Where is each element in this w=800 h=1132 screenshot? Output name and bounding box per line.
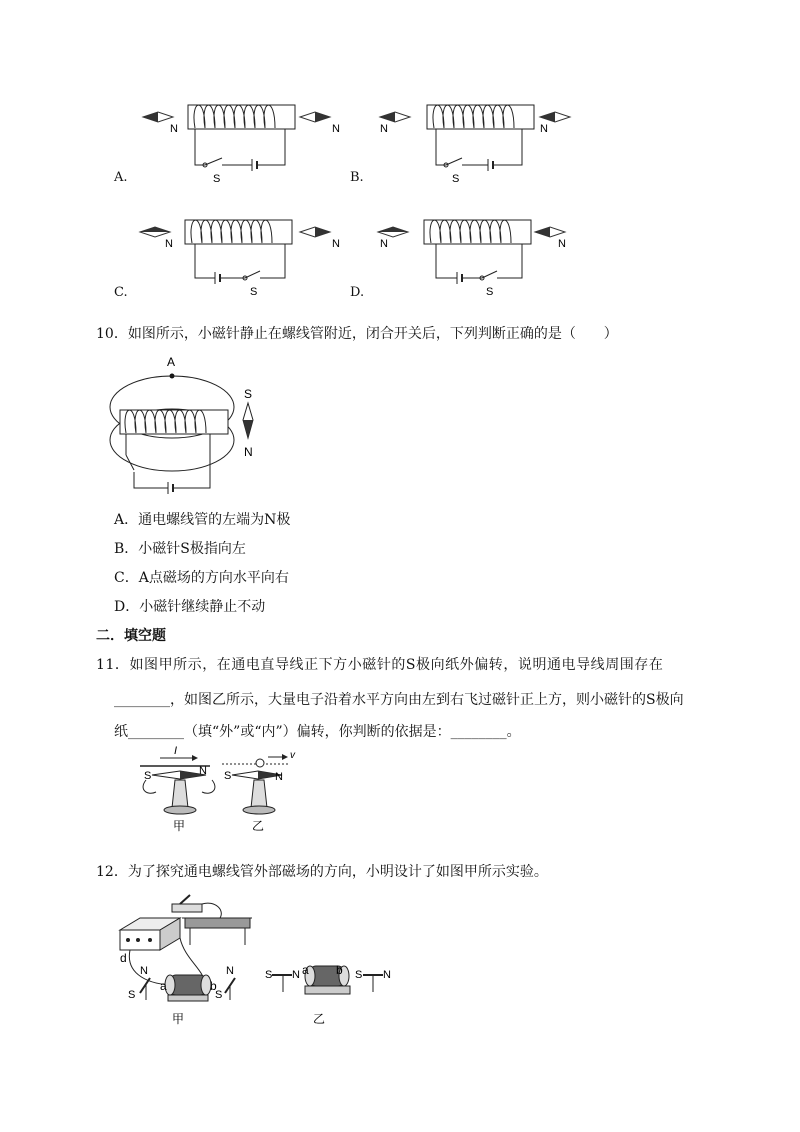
velocity-v-label: v [290, 750, 295, 761]
needle-n-label: N [380, 238, 388, 250]
needle-n-label: N [226, 965, 234, 977]
option-c-label: C. [114, 285, 128, 300]
end-a-label: a [160, 979, 167, 993]
q10-stem: 10．如图所示，小磁针静止在螺线管附近，闭合开关后，下列判断正确的是（ ） [96, 326, 618, 342]
needle-s-label: S [128, 989, 136, 1001]
figure-yi-label: 乙 [252, 819, 265, 833]
needle-s-label: S [144, 770, 152, 782]
figure-yi-label: 乙 [313, 1012, 326, 1026]
end-b-label: b [210, 979, 217, 993]
figure-jia-label: 甲 [173, 819, 186, 833]
needle-n-label: N [332, 123, 340, 135]
option-d-label: D. [350, 285, 365, 300]
needle-n-label: N [558, 238, 566, 250]
switch-s-label: S [213, 173, 221, 185]
q10-option-a: A．通电螺线管的左端为N极 [114, 512, 291, 528]
switch-s-label: S [486, 286, 494, 298]
needle-n-label: N [275, 771, 283, 783]
q10-option-b: B．小磁针S极指向左 [114, 541, 246, 557]
q10-option-c: C．A点磁场的方向水平向右 [114, 570, 289, 586]
switch-s-label: S [452, 173, 460, 185]
needle-s-label: S [244, 387, 253, 401]
needle-s-label: S [355, 969, 363, 981]
needle-s-label: S [215, 989, 223, 1001]
section-title: 二．填空题 [96, 628, 166, 644]
needle-n-label: N [199, 765, 207, 777]
option-a-label: A. [114, 170, 128, 185]
figure-jia-label: 甲 [172, 1012, 185, 1026]
needle-n-label: N [244, 445, 253, 459]
needle-n-label: N [140, 965, 148, 977]
needle-n-label: N [540, 123, 548, 135]
q12-stem: 12．为了探究通电螺线管外部磁场的方向，小明设计了如图甲所示实验。 [96, 864, 548, 880]
needle-n-label: N [383, 969, 391, 981]
q10-option-d: D．小磁针继续静止不动 [114, 599, 266, 615]
needle-n-label: N [165, 238, 173, 250]
end-a-label: a [302, 963, 309, 977]
q11-line-3: 纸________（填“外”或“内”）偏转，你判断的依据是：________。 [114, 724, 521, 740]
needle-n-label: N [292, 969, 300, 981]
option-b-label: B. [350, 170, 364, 185]
needle-s-label: S [224, 770, 232, 782]
needle-n-label: N [170, 123, 178, 135]
q11-line-1: 11．如图甲所示，在通电直导线正下方小磁针的S极向纸外偏转，说明通电导线周围存在 [96, 657, 664, 673]
needle-n-label: N [332, 238, 340, 250]
point-a-label: A [167, 355, 176, 369]
needle-n-label: N [380, 123, 388, 135]
q11-line-2: ________，如图乙所示，大量电子沿着水平方向由左到右飞过磁针正上方，则小磁针的S极向 [114, 692, 684, 708]
needle-s-label: S [265, 969, 273, 981]
switch-s-label: S [250, 286, 258, 298]
current-i-label: I [174, 745, 178, 757]
terminal-d-label: d [120, 951, 127, 965]
end-b-label: b [336, 963, 343, 977]
